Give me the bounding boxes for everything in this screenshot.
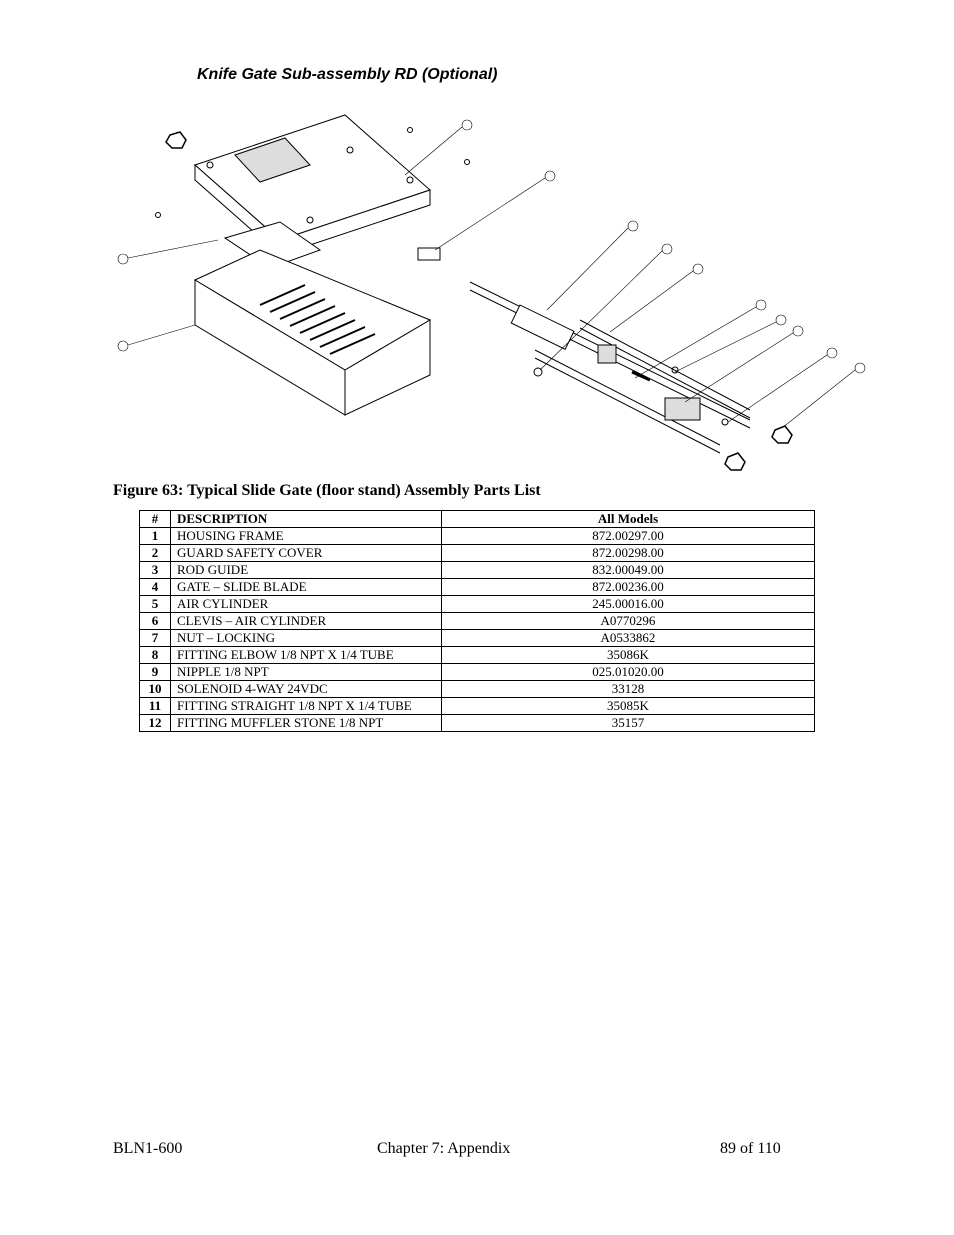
- row-description: NUT – LOCKING: [171, 630, 442, 647]
- row-description: FITTING ELBOW 1/8 NPT X 1/4 TUBE: [171, 647, 442, 664]
- header-description: DESCRIPTION: [171, 511, 442, 528]
- footer-page-number: 89 of 110: [720, 1140, 781, 1157]
- footer-chapter: Chapter 7: Appendix: [377, 1140, 511, 1157]
- table-row: [140, 562, 815, 579]
- table-row: [140, 664, 815, 681]
- row-number: 12: [140, 715, 171, 732]
- row-part-number: 35086K: [442, 647, 815, 664]
- table-row: [140, 596, 815, 613]
- housing-frame-drawing: [195, 115, 430, 255]
- row-number: 7: [140, 630, 171, 647]
- row-description: AIR CYLINDER: [171, 596, 442, 613]
- header-all-models: All Models: [442, 511, 815, 528]
- row-number: 11: [140, 698, 171, 715]
- parts-table-body: [140, 528, 815, 732]
- row-description: NIPPLE 1/8 NPT: [171, 664, 442, 681]
- row-number: 4: [140, 579, 171, 596]
- row-part-number: 025.01020.00: [442, 664, 815, 681]
- table-header-row: [140, 511, 815, 528]
- row-description: CLEVIS – AIR CYLINDER: [171, 613, 442, 630]
- row-description: FITTING STRAIGHT 1/8 NPT X 1/4 TUBE: [171, 698, 442, 715]
- table-row: [140, 715, 815, 732]
- table-row: [140, 579, 815, 596]
- row-description: HOUSING FRAME: [171, 528, 442, 545]
- table-row: [140, 630, 815, 647]
- row-part-number: 872.00297.00: [442, 528, 815, 545]
- row-number: 10: [140, 681, 171, 698]
- row-number: 1: [140, 528, 171, 545]
- row-description: GUARD SAFETY COVER: [171, 545, 442, 562]
- figure-caption: Figure 63: Typical Slide Gate (floor stand) Assembly Parts List: [113, 482, 541, 499]
- row-part-number: 832.00049.00: [442, 562, 815, 579]
- table-row: [140, 698, 815, 715]
- row-number: 6: [140, 613, 171, 630]
- row-description: FITTING MUFFLER STONE 1/8 NPT: [171, 715, 442, 732]
- parts-list-table: [139, 510, 815, 732]
- header-number: #: [140, 511, 171, 528]
- row-part-number: A0770296: [442, 613, 815, 630]
- row-part-number: 33128: [442, 681, 815, 698]
- row-part-number: A0533862: [442, 630, 815, 647]
- row-number: 8: [140, 647, 171, 664]
- row-number: 9: [140, 664, 171, 681]
- row-description: SOLENOID 4-WAY 24VDC: [171, 681, 442, 698]
- guard-cover-drawing: [195, 250, 430, 415]
- row-part-number: 35157: [442, 715, 815, 732]
- row-part-number: 245.00016.00: [442, 596, 815, 613]
- row-part-number: 35085K: [442, 698, 815, 715]
- row-description: GATE – SLIDE BLADE: [171, 579, 442, 596]
- row-number: 5: [140, 596, 171, 613]
- row-description: ROD GUIDE: [171, 562, 442, 579]
- table-row: [140, 545, 815, 562]
- row-number: 2: [140, 545, 171, 562]
- table-row: [140, 613, 815, 630]
- table-row: [140, 647, 815, 664]
- table-row: [140, 681, 815, 698]
- table-row: [140, 528, 815, 545]
- row-part-number: 872.00298.00: [442, 545, 815, 562]
- exploded-assembly-drawing: [110, 110, 880, 480]
- row-part-number: 872.00236.00: [442, 579, 815, 596]
- section-subtitle: Knife Gate Sub-assembly RD (Optional): [197, 66, 498, 83]
- footer-document-id: BLN1-600: [113, 1140, 183, 1157]
- row-number: 3: [140, 562, 171, 579]
